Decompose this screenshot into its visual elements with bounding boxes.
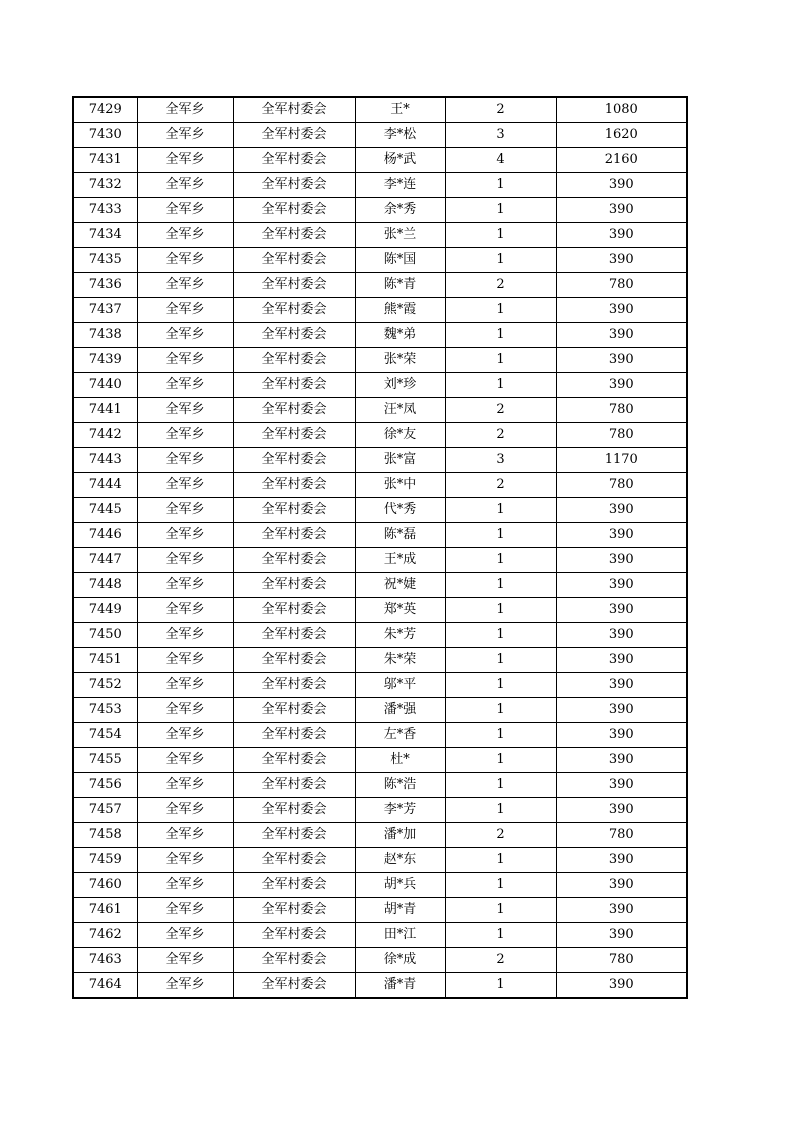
table-row — [73, 523, 687, 548]
cell-person-name: 熊*霞 — [355, 298, 445, 323]
cell-township: 全军乡 — [137, 823, 233, 848]
cell-township: 全军乡 — [137, 898, 233, 923]
cell-village-committee: 全军村委会 — [233, 773, 355, 798]
table-row — [73, 97, 687, 123]
cell-person-name: 徐*成 — [355, 948, 445, 973]
cell-amount: 390 — [556, 798, 687, 823]
cell-serial-number: 7447 — [73, 548, 137, 573]
table-row — [73, 373, 687, 398]
cell-village-committee: 全军村委会 — [233, 873, 355, 898]
cell-serial-number: 7457 — [73, 798, 137, 823]
cell-household-count: 1 — [445, 223, 556, 248]
cell-household-count: 4 — [445, 148, 556, 173]
cell-amount: 1170 — [556, 448, 687, 473]
cell-person-name: 汪*凤 — [355, 398, 445, 423]
cell-person-name: 李*芳 — [355, 798, 445, 823]
cell-person-name: 王* — [355, 97, 445, 123]
cell-amount: 390 — [556, 173, 687, 198]
cell-household-count: 1 — [445, 698, 556, 723]
cell-amount: 780 — [556, 398, 687, 423]
cell-village-committee: 全军村委会 — [233, 648, 355, 673]
cell-village-committee: 全军村委会 — [233, 523, 355, 548]
cell-village-committee: 全军村委会 — [233, 598, 355, 623]
cell-household-count: 1 — [445, 873, 556, 898]
cell-township: 全军乡 — [137, 723, 233, 748]
cell-person-name: 陈*青 — [355, 273, 445, 298]
cell-amount: 390 — [556, 648, 687, 673]
cell-person-name: 张*富 — [355, 448, 445, 473]
cell-amount: 2160 — [556, 148, 687, 173]
cell-household-count: 2 — [445, 423, 556, 448]
cell-serial-number: 7452 — [73, 673, 137, 698]
table-row — [73, 698, 687, 723]
cell-amount: 390 — [556, 573, 687, 598]
table-row — [73, 648, 687, 673]
cell-amount: 390 — [556, 598, 687, 623]
cell-serial-number: 7439 — [73, 348, 137, 373]
table-row — [73, 148, 687, 173]
cell-township: 全军乡 — [137, 123, 233, 148]
cell-village-committee: 全军村委会 — [233, 848, 355, 873]
cell-village-committee: 全军村委会 — [233, 923, 355, 948]
cell-serial-number: 7433 — [73, 198, 137, 223]
cell-township: 全军乡 — [137, 348, 233, 373]
cell-serial-number: 7453 — [73, 698, 137, 723]
cell-township: 全军乡 — [137, 648, 233, 673]
cell-township: 全军乡 — [137, 298, 233, 323]
cell-township: 全军乡 — [137, 548, 233, 573]
cell-amount: 390 — [556, 298, 687, 323]
cell-household-count: 1 — [445, 348, 556, 373]
table-row — [73, 898, 687, 923]
cell-township: 全军乡 — [137, 798, 233, 823]
cell-serial-number: 7456 — [73, 773, 137, 798]
cell-person-name: 朱*芳 — [355, 623, 445, 648]
cell-amount: 390 — [556, 348, 687, 373]
cell-township: 全军乡 — [137, 248, 233, 273]
cell-village-committee: 全军村委会 — [233, 323, 355, 348]
cell-person-name: 余*秀 — [355, 198, 445, 223]
cell-village-committee: 全军村委会 — [233, 748, 355, 773]
cell-amount: 390 — [556, 773, 687, 798]
cell-person-name: 陈*浩 — [355, 773, 445, 798]
cell-amount: 390 — [556, 248, 687, 273]
cell-village-committee: 全军村委会 — [233, 448, 355, 473]
cell-serial-number: 7432 — [73, 173, 137, 198]
cell-township: 全军乡 — [137, 948, 233, 973]
cell-amount: 780 — [556, 473, 687, 498]
table-row — [73, 498, 687, 523]
table-row — [73, 673, 687, 698]
cell-township: 全军乡 — [137, 223, 233, 248]
cell-serial-number: 7436 — [73, 273, 137, 298]
cell-person-name: 李*松 — [355, 123, 445, 148]
cell-person-name: 潘*强 — [355, 698, 445, 723]
cell-serial-number: 7458 — [73, 823, 137, 848]
cell-township: 全军乡 — [137, 398, 233, 423]
cell-amount: 390 — [556, 698, 687, 723]
cell-serial-number: 7462 — [73, 923, 137, 948]
cell-household-count: 1 — [445, 798, 556, 823]
table-row — [73, 473, 687, 498]
table-row — [73, 198, 687, 223]
cell-household-count: 2 — [445, 97, 556, 123]
roster-table-body — [73, 97, 687, 998]
cell-serial-number: 7437 — [73, 298, 137, 323]
cell-amount: 780 — [556, 423, 687, 448]
cell-village-committee: 全军村委会 — [233, 798, 355, 823]
cell-household-count: 1 — [445, 198, 556, 223]
cell-serial-number: 7430 — [73, 123, 137, 148]
cell-serial-number: 7435 — [73, 248, 137, 273]
cell-serial-number: 7449 — [73, 598, 137, 623]
table-row — [73, 423, 687, 448]
cell-amount: 390 — [556, 673, 687, 698]
cell-amount: 390 — [556, 548, 687, 573]
cell-township: 全军乡 — [137, 473, 233, 498]
cell-township: 全军乡 — [137, 848, 233, 873]
cell-serial-number: 7442 — [73, 423, 137, 448]
cell-village-committee: 全军村委会 — [233, 248, 355, 273]
cell-township: 全军乡 — [137, 173, 233, 198]
cell-person-name: 田*江 — [355, 923, 445, 948]
cell-household-count: 1 — [445, 848, 556, 873]
cell-household-count: 2 — [445, 398, 556, 423]
cell-serial-number: 7463 — [73, 948, 137, 973]
cell-amount: 390 — [556, 898, 687, 923]
cell-serial-number: 7464 — [73, 973, 137, 999]
cell-person-name: 郑*英 — [355, 598, 445, 623]
cell-township: 全军乡 — [137, 198, 233, 223]
cell-person-name: 左*香 — [355, 723, 445, 748]
cell-township: 全军乡 — [137, 698, 233, 723]
cell-serial-number: 7446 — [73, 523, 137, 548]
cell-township: 全军乡 — [137, 873, 233, 898]
cell-household-count: 1 — [445, 773, 556, 798]
cell-serial-number: 7454 — [73, 723, 137, 748]
cell-serial-number: 7455 — [73, 748, 137, 773]
cell-township: 全军乡 — [137, 573, 233, 598]
cell-household-count: 1 — [445, 373, 556, 398]
cell-village-committee: 全军村委会 — [233, 973, 355, 999]
cell-serial-number: 7438 — [73, 323, 137, 348]
table-row — [73, 123, 687, 148]
cell-person-name: 王*成 — [355, 548, 445, 573]
cell-village-committee: 全军村委会 — [233, 348, 355, 373]
cell-household-count: 1 — [445, 498, 556, 523]
cell-household-count: 1 — [445, 548, 556, 573]
table-row — [73, 723, 687, 748]
cell-household-count: 1 — [445, 898, 556, 923]
cell-person-name: 魏*弟 — [355, 323, 445, 348]
cell-township: 全军乡 — [137, 623, 233, 648]
cell-amount: 390 — [556, 198, 687, 223]
cell-household-count: 2 — [445, 273, 556, 298]
cell-amount: 390 — [556, 873, 687, 898]
table-row — [73, 273, 687, 298]
cell-village-committee: 全军村委会 — [233, 173, 355, 198]
table-row — [73, 348, 687, 373]
table-row — [73, 323, 687, 348]
cell-village-committee: 全军村委会 — [233, 548, 355, 573]
cell-household-count: 2 — [445, 823, 556, 848]
cell-village-committee: 全军村委会 — [233, 198, 355, 223]
cell-township: 全军乡 — [137, 498, 233, 523]
cell-village-committee: 全军村委会 — [233, 823, 355, 848]
cell-village-committee: 全军村委会 — [233, 148, 355, 173]
cell-village-committee: 全军村委会 — [233, 698, 355, 723]
cell-serial-number: 7460 — [73, 873, 137, 898]
cell-village-committee: 全军村委会 — [233, 948, 355, 973]
table-row — [73, 398, 687, 423]
cell-household-count: 1 — [445, 748, 556, 773]
cell-village-committee: 全军村委会 — [233, 473, 355, 498]
cell-person-name: 邬*平 — [355, 673, 445, 698]
cell-serial-number: 7440 — [73, 373, 137, 398]
cell-serial-number: 7429 — [73, 97, 137, 123]
table-row — [73, 873, 687, 898]
table-row — [73, 223, 687, 248]
table-row — [73, 298, 687, 323]
cell-village-committee: 全军村委会 — [233, 373, 355, 398]
roster-table — [72, 96, 688, 999]
cell-amount: 390 — [556, 748, 687, 773]
cell-township: 全军乡 — [137, 273, 233, 298]
cell-person-name: 潘*加 — [355, 823, 445, 848]
cell-township: 全军乡 — [137, 423, 233, 448]
cell-amount: 390 — [556, 723, 687, 748]
cell-household-count: 3 — [445, 123, 556, 148]
table-row — [73, 548, 687, 573]
cell-village-committee: 全军村委会 — [233, 273, 355, 298]
cell-village-committee: 全军村委会 — [233, 423, 355, 448]
table-row — [73, 448, 687, 473]
cell-person-name: 赵*东 — [355, 848, 445, 873]
cell-household-count: 3 — [445, 448, 556, 473]
cell-serial-number: 7441 — [73, 398, 137, 423]
cell-person-name: 胡*兵 — [355, 873, 445, 898]
table-row — [73, 848, 687, 873]
cell-village-committee: 全军村委会 — [233, 97, 355, 123]
cell-person-name: 陈*磊 — [355, 523, 445, 548]
cell-township: 全军乡 — [137, 323, 233, 348]
cell-amount: 390 — [556, 848, 687, 873]
cell-township: 全军乡 — [137, 748, 233, 773]
table-row — [73, 248, 687, 273]
table-row — [73, 923, 687, 948]
table-row — [73, 173, 687, 198]
cell-township: 全军乡 — [137, 523, 233, 548]
cell-person-name: 张*兰 — [355, 223, 445, 248]
cell-person-name: 张*中 — [355, 473, 445, 498]
table-row — [73, 573, 687, 598]
cell-amount: 390 — [556, 373, 687, 398]
cell-person-name: 杜* — [355, 748, 445, 773]
cell-person-name: 陈*国 — [355, 248, 445, 273]
cell-household-count: 2 — [445, 473, 556, 498]
cell-serial-number: 7444 — [73, 473, 137, 498]
cell-household-count: 1 — [445, 248, 556, 273]
cell-person-name: 代*秀 — [355, 498, 445, 523]
table-row — [73, 623, 687, 648]
table-row — [73, 598, 687, 623]
cell-serial-number: 7434 — [73, 223, 137, 248]
cell-household-count: 1 — [445, 173, 556, 198]
cell-amount: 390 — [556, 498, 687, 523]
cell-village-committee: 全军村委会 — [233, 898, 355, 923]
cell-serial-number: 7431 — [73, 148, 137, 173]
cell-household-count: 1 — [445, 923, 556, 948]
cell-person-name: 张*荣 — [355, 348, 445, 373]
cell-household-count: 1 — [445, 573, 556, 598]
cell-person-name: 潘*青 — [355, 973, 445, 999]
cell-village-committee: 全军村委会 — [233, 398, 355, 423]
cell-serial-number: 7450 — [73, 623, 137, 648]
cell-village-committee: 全军村委会 — [233, 223, 355, 248]
cell-amount: 390 — [556, 323, 687, 348]
cell-household-count: 1 — [445, 298, 556, 323]
cell-township: 全军乡 — [137, 598, 233, 623]
cell-township: 全军乡 — [137, 148, 233, 173]
cell-amount: 1080 — [556, 97, 687, 123]
cell-village-committee: 全军村委会 — [233, 498, 355, 523]
cell-household-count: 2 — [445, 948, 556, 973]
cell-household-count: 1 — [445, 623, 556, 648]
cell-amount: 780 — [556, 273, 687, 298]
cell-household-count: 1 — [445, 723, 556, 748]
cell-township: 全军乡 — [137, 448, 233, 473]
table-row — [73, 798, 687, 823]
cell-village-committee: 全军村委会 — [233, 123, 355, 148]
cell-person-name: 朱*荣 — [355, 648, 445, 673]
cell-township: 全军乡 — [137, 923, 233, 948]
cell-township: 全军乡 — [137, 373, 233, 398]
table-row — [73, 823, 687, 848]
cell-serial-number: 7451 — [73, 648, 137, 673]
cell-amount: 390 — [556, 523, 687, 548]
cell-household-count: 1 — [445, 523, 556, 548]
cell-village-committee: 全军村委会 — [233, 723, 355, 748]
cell-township: 全军乡 — [137, 973, 233, 999]
cell-person-name: 胡*青 — [355, 898, 445, 923]
cell-person-name: 祝*婕 — [355, 573, 445, 598]
cell-serial-number: 7445 — [73, 498, 137, 523]
cell-serial-number: 7461 — [73, 898, 137, 923]
cell-amount: 780 — [556, 948, 687, 973]
cell-person-name: 刘*珍 — [355, 373, 445, 398]
cell-village-committee: 全军村委会 — [233, 298, 355, 323]
cell-person-name: 杨*武 — [355, 148, 445, 173]
cell-household-count: 1 — [445, 673, 556, 698]
table-row — [73, 773, 687, 798]
cell-amount: 390 — [556, 923, 687, 948]
table-row — [73, 973, 687, 999]
cell-village-committee: 全军村委会 — [233, 623, 355, 648]
table-row — [73, 748, 687, 773]
cell-amount: 390 — [556, 223, 687, 248]
cell-village-committee: 全军村委会 — [233, 673, 355, 698]
cell-person-name: 徐*友 — [355, 423, 445, 448]
cell-township: 全军乡 — [137, 773, 233, 798]
cell-township: 全军乡 — [137, 97, 233, 123]
cell-amount: 1620 — [556, 123, 687, 148]
cell-amount: 780 — [556, 823, 687, 848]
cell-household-count: 1 — [445, 648, 556, 673]
cell-serial-number: 7443 — [73, 448, 137, 473]
cell-village-committee: 全军村委会 — [233, 573, 355, 598]
cell-township: 全军乡 — [137, 673, 233, 698]
cell-household-count: 1 — [445, 323, 556, 348]
cell-amount: 390 — [556, 623, 687, 648]
cell-serial-number: 7459 — [73, 848, 137, 873]
cell-person-name: 李*连 — [355, 173, 445, 198]
cell-household-count: 1 — [445, 973, 556, 999]
cell-serial-number: 7448 — [73, 573, 137, 598]
cell-household-count: 1 — [445, 598, 556, 623]
cell-amount: 390 — [556, 973, 687, 999]
table-row — [73, 948, 687, 973]
